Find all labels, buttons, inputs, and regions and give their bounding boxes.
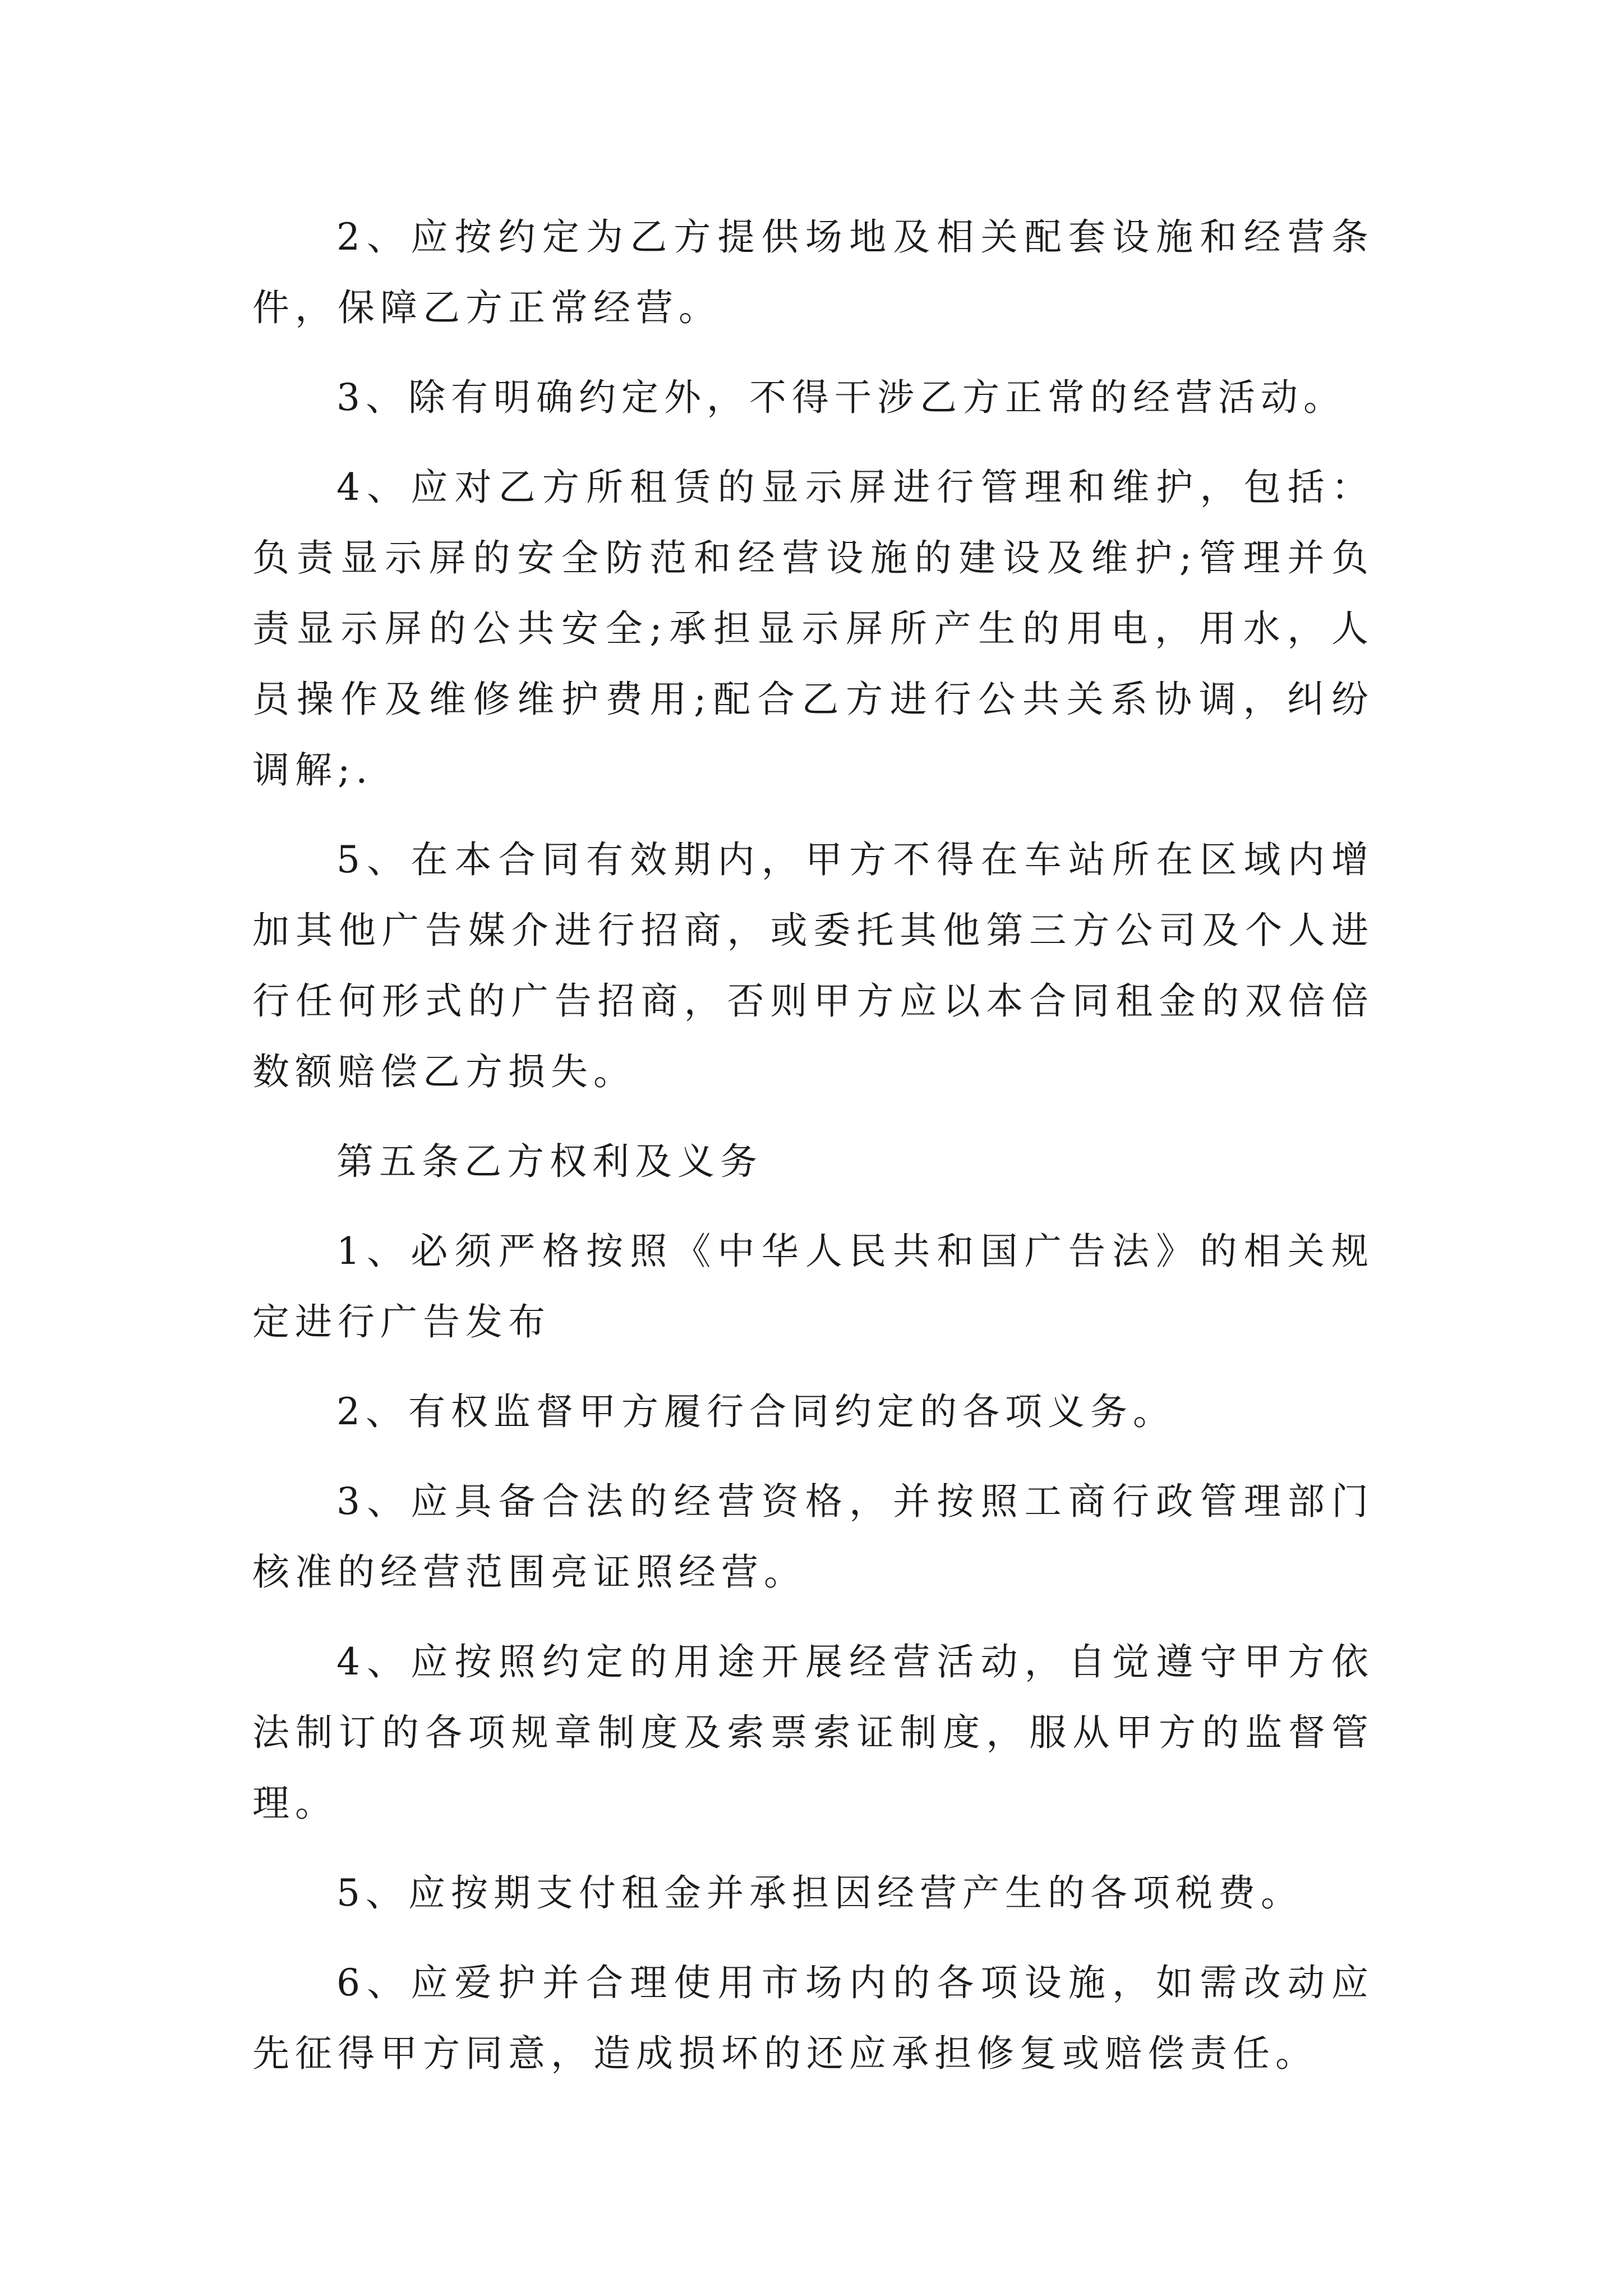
clause-lessor-3: 3、除有明确约定外，不得干涉乙方正常的经营活动。 bbox=[336, 376, 1346, 419]
clause-lessor-5: 5、在本合同有效期内，甲方不得在车站所在区域内增加其他广告媒介进行招商，或委托其他第三方公司及个人进行任何形式的广告招商，否则甲方应以本合同租金的双倍倍数额赔偿乙方损失。 bbox=[252, 838, 1374, 1093]
clause-lessee-2: 2、有权监督甲方履行合同约定的各项义务。 bbox=[336, 1390, 1175, 1433]
clause-lessor-4: 4、应对乙方所租赁的显示屏进行管理和维护，包括：负责显示屏的安全防范和经营设施的建设及维护;管理并负责显示屏的公共安全;承担显示屏所产生的用电，用水，人员操作及维修维护费用;配合乙方进行公共关系协调，纠纷调解;. bbox=[252, 466, 1374, 792]
clause-lessee-5: 5、应按期支付租金并承担因经营产生的各项税费。 bbox=[336, 1871, 1303, 1915]
clause-lessee-6: 6、应爱护并合理使用市场内的各项设施，如需改动应先征得甲方同意，造成损坏的还应承担修复或赔偿责任。 bbox=[252, 1961, 1374, 2075]
clause-lessee-3: 3、应具备合法的经营资格，并按照工商行政管理部门核准的经营范围亮证照经营。 bbox=[252, 1480, 1374, 1594]
document-body bbox=[252, 202, 1374, 2108]
clause-lessee-1: 1、必须严格按照《中华人民共和国广告法》的相关规定进行广告发布 bbox=[252, 1230, 1374, 1343]
clause-lessor-2: 2、应按约定为乙方提供场地及相关配套设施和经营条件，保障乙方正常经营。 bbox=[252, 215, 1374, 329]
clause-lessee-4: 4、应按照约定的用途开展经营活动，自觉遵守甲方依法制订的各项规章制度及索票索证制度，服从甲方的监督管理。 bbox=[252, 1640, 1374, 1825]
article-five-heading: 第五条乙方权利及义务 bbox=[336, 1140, 763, 1183]
